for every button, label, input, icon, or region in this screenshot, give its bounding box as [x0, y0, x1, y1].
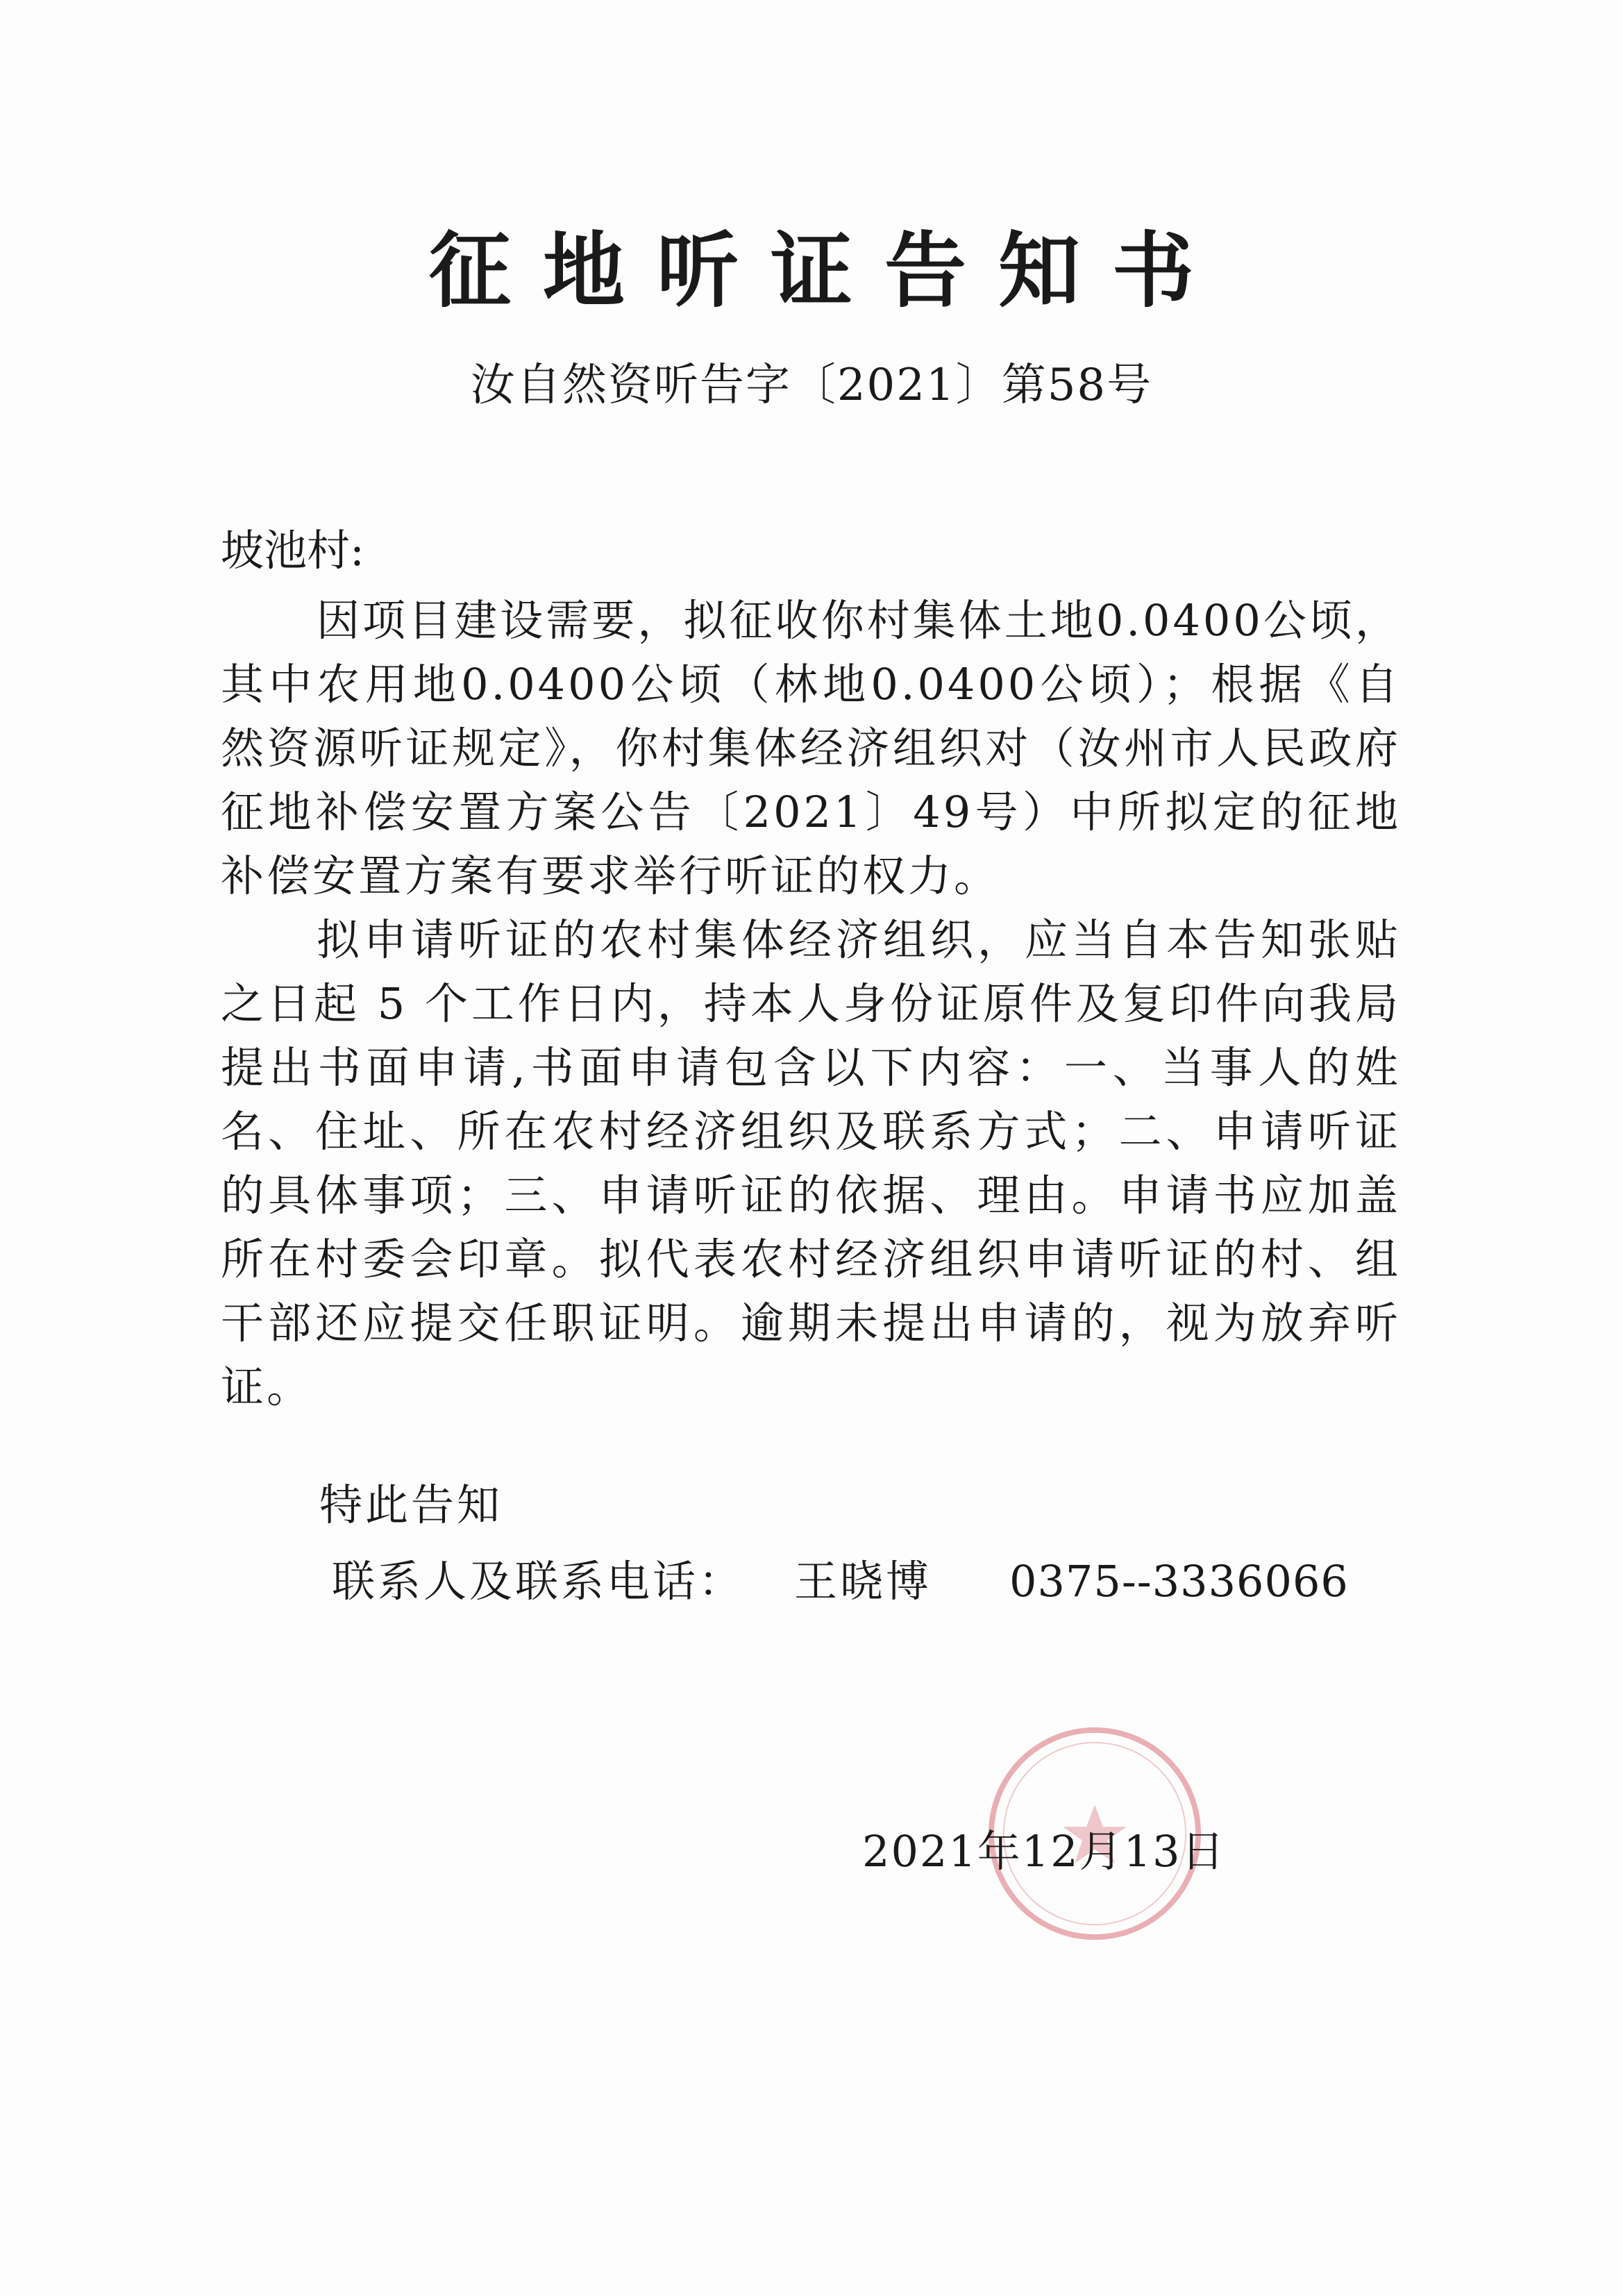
contact-name: 王晓博: [794, 1556, 932, 1607]
closing-text: 特此告知: [319, 1480, 503, 1530]
document-number: 汝自然资听告字〔2021〕第58号: [470, 360, 1153, 411]
contact-line: [332, 1550, 1349, 1614]
contact-phone: 0375--3336066: [1009, 1556, 1349, 1607]
document-title: 征地听证告知书: [428, 223, 1226, 319]
body-paragraph-2: 拟申请听证的农村集体经济组织，应当自本告知张贴之日起 5 个工作日内，持本人身份证原件及复印件向我局提出书面申请,书面申请包含以下内容：一、当事人的姓名、住址、所在农村经济组织及联系方式；二、申请听证的具体事项；三、申请听证的依据、理由。申请书应加盖所在村委会印章。拟代表农村经济组织申请听证的村、组干部还应提交任职证明。逾期未提出申请的，视为放弃听证。: [221, 914, 1401, 1412]
contact-label: 联系人及联系电话：: [332, 1556, 745, 1607]
addressee: 坡池村:: [221, 525, 364, 576]
body-paragraph-1: 因项目建设需要，拟征收你村集体土地0.0400公顷，其中农用地0.0400公顷（林地0.0400公顷）；根据《自然资源听证规定》，你村集体经济组织对（汝州市人民政府征地补偿安置方案公告〔2021〕49号）中所拟定的征地补偿安置方案有要求举行听证的权力。: [221, 595, 1401, 901]
document-date: 2021年12月13日: [862, 1826, 1226, 1877]
document-body: [221, 589, 1401, 1419]
